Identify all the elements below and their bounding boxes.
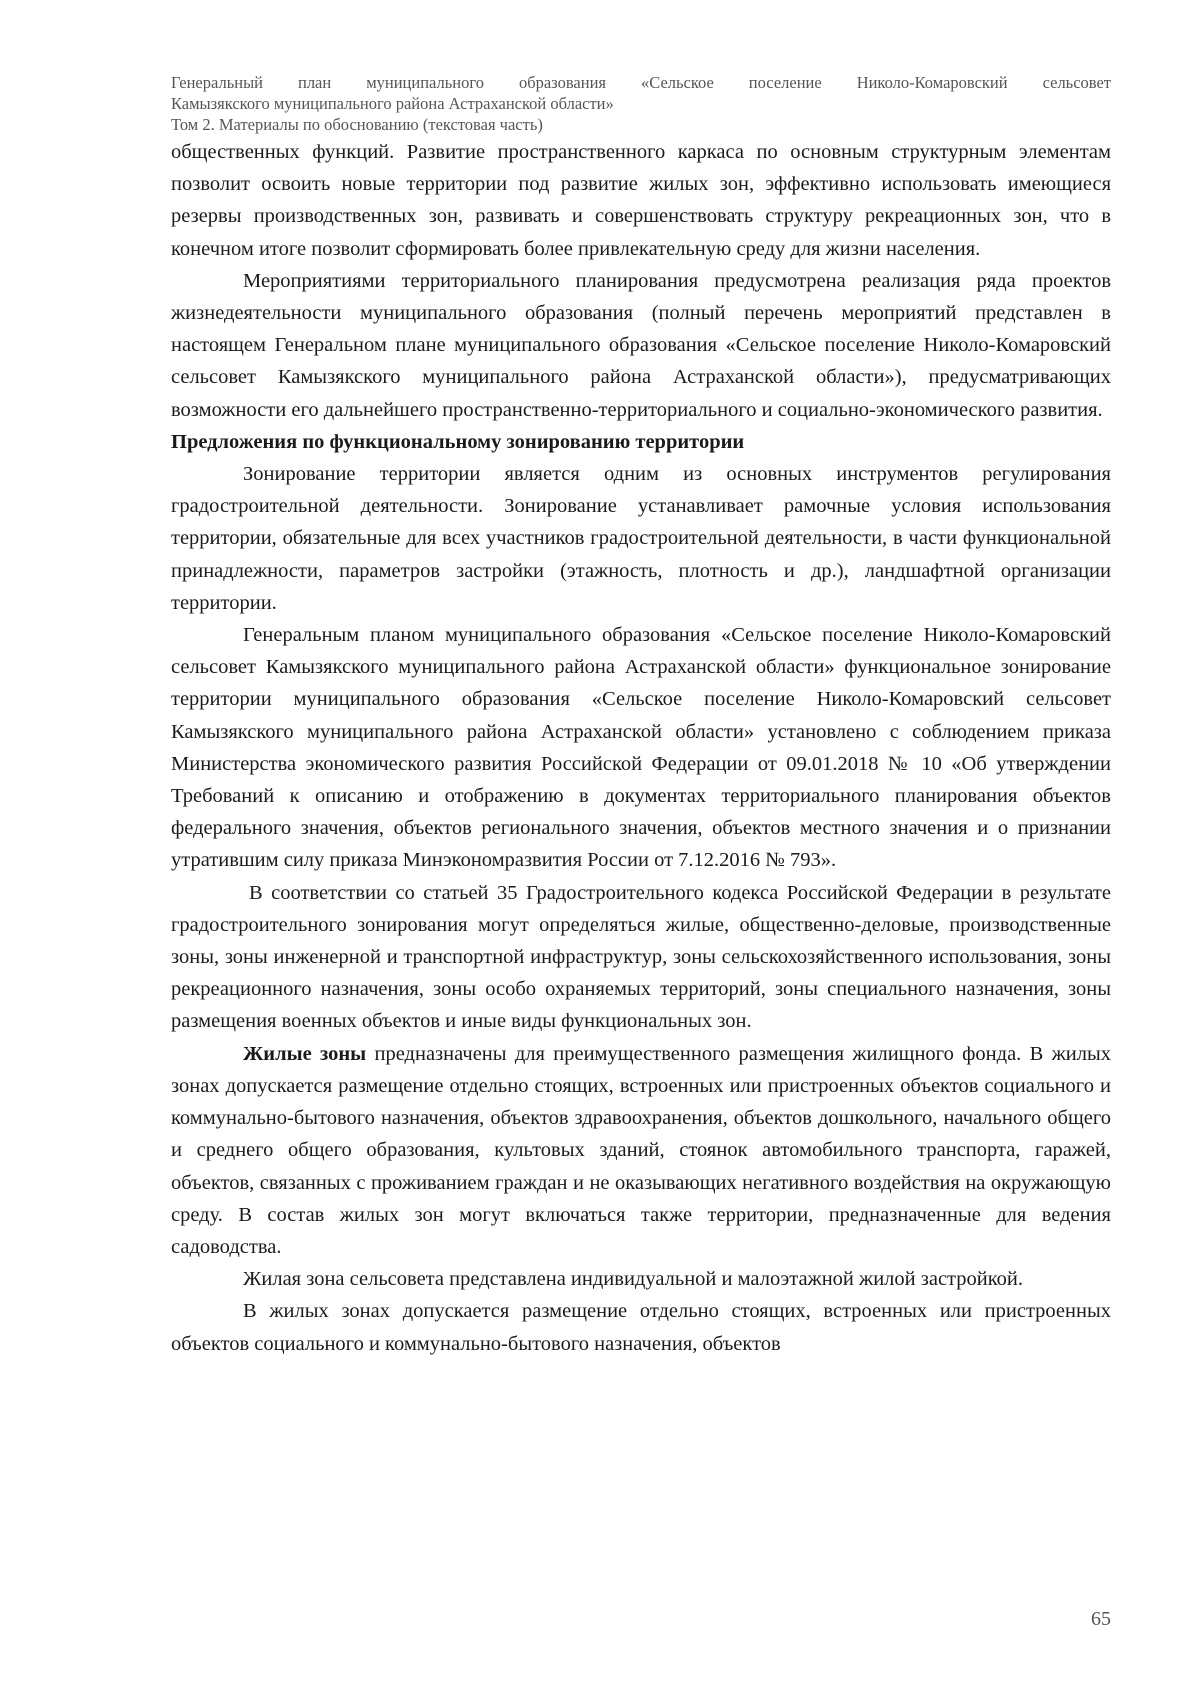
paragraph-1: общественных функций. Развитие пространственного каркаса по основным структурным элементам позволит освоить новые территории под развитие жилых зон, эффективно использовать имеющиеся резервы производственных зон, развивать и совершенствовать структуру рекреационных зон, что в конечном итоге позволит сформировать более привлекательную среду для жизни населения.	[171, 141, 1111, 260]
paragraph-6-lead: Жилые зоны	[243, 1042, 367, 1065]
document-body	[171, 136, 1111, 1360]
header-line-1: Генеральный план муниципального образования «Сельское поселение Николо-Комаровский сельсовет	[171, 73, 1111, 92]
paragraph-8: В жилых зонах допускается размещение отдельно стоящих, встроенных или пристроенных объектов социального и коммунально-бытового назначения, объектов	[171, 1300, 1111, 1355]
paragraph-6-text: предназначены для преимущественного размещения жилищного фонда. В жилых зонах допускается размещение отдельно стоящих, встроенных или пристроенных объектов социального и коммунально-бытового назначения, объектов здравоохранения, объектов дошкольного, начального общего и среднего общего образования, культовых зданий, стоянок автомобильного транспорта, гаражей, объектов, связанных с проживанием граждан и не оказывающих негативного воздействия на окружающую среду. В состав жилых зон могут включаться также территории, предназначенные для ведения садоводства.	[171, 1042, 1111, 1258]
section-title: Предложения по функциональному зонированию территории	[171, 430, 745, 453]
header-line-2: Камызякского муниципального района Астраханской области»	[171, 94, 614, 113]
paragraph-3: Зонирование территории является одним из основных инструментов регулирования градостроительной деятельности. Зонирование устанавливает рамочные условия использования территории, обязательные для всех участников градостроительной деятельности, в части функциональной принадлежности, параметров застройки (этажность, плотность и др.), ландшафтной организации территории.	[171, 463, 1111, 614]
document-page	[171, 72, 1111, 1360]
header-line-3: Том 2. Материалы по обоснованию (текстовая часть)	[171, 115, 543, 134]
paragraph-5: В соответствии со статьей 35 Градостроительного кодекса Российской Федерации в результате градостроительного зонирования могут определяться жилые, общественно-деловые, производственные зоны, зоны инженерной и транспортной инфраструктур, зоны сельскохозяйственного использования, зоны рекреационного назначения, зоны особо охраняемых территорий, зоны специального назначения, зоны размещения военных объектов и иные виды функциональных зон.	[171, 881, 1111, 1033]
paragraph-2: Мероприятиями территориального планирования предусмотрена реализация ряда проектов жизнедеятельности муниципального образования (полный перечень мероприятий представлен в настоящем Генеральном плане муниципального образования «Сельское поселение Николо-Комаровский сельсовет Камызякского муниципального района Астраханской области»), предусматривающих возможности его дальнейшего пространственно-территориального и социально-экономического развития.	[171, 269, 1111, 421]
paragraph-4: Генеральным планом муниципального образования «Сельское поселение Николо-Комаровский сельсовет Камызякского муниципального района Астраханской области» функциональное зонирование территории муниципального образования «Сельское поселение Николо-Комаровский сельсовет Камызякского муниципального района Астраханской области» установлено с соблюдением приказа Министерства экономического развития Российской Федерации от 09.01.2018 № 10 «Об утверждении Требований к описанию и отображению в документах территориального планирования объектов федерального значения, объектов регионального значения, объектов местного значения и о признании утратившим силу приказа Минэкономразвития России от 7.12.2016 № 793».	[171, 624, 1111, 872]
paragraph-6	[171, 1038, 1111, 1263]
page-number: 65	[1091, 1608, 1111, 1630]
running-header	[171, 72, 1111, 135]
paragraph-7: Жилая зона сельсовета представлена индивидуальной и малоэтажной жилой застройкой.	[243, 1268, 1023, 1291]
